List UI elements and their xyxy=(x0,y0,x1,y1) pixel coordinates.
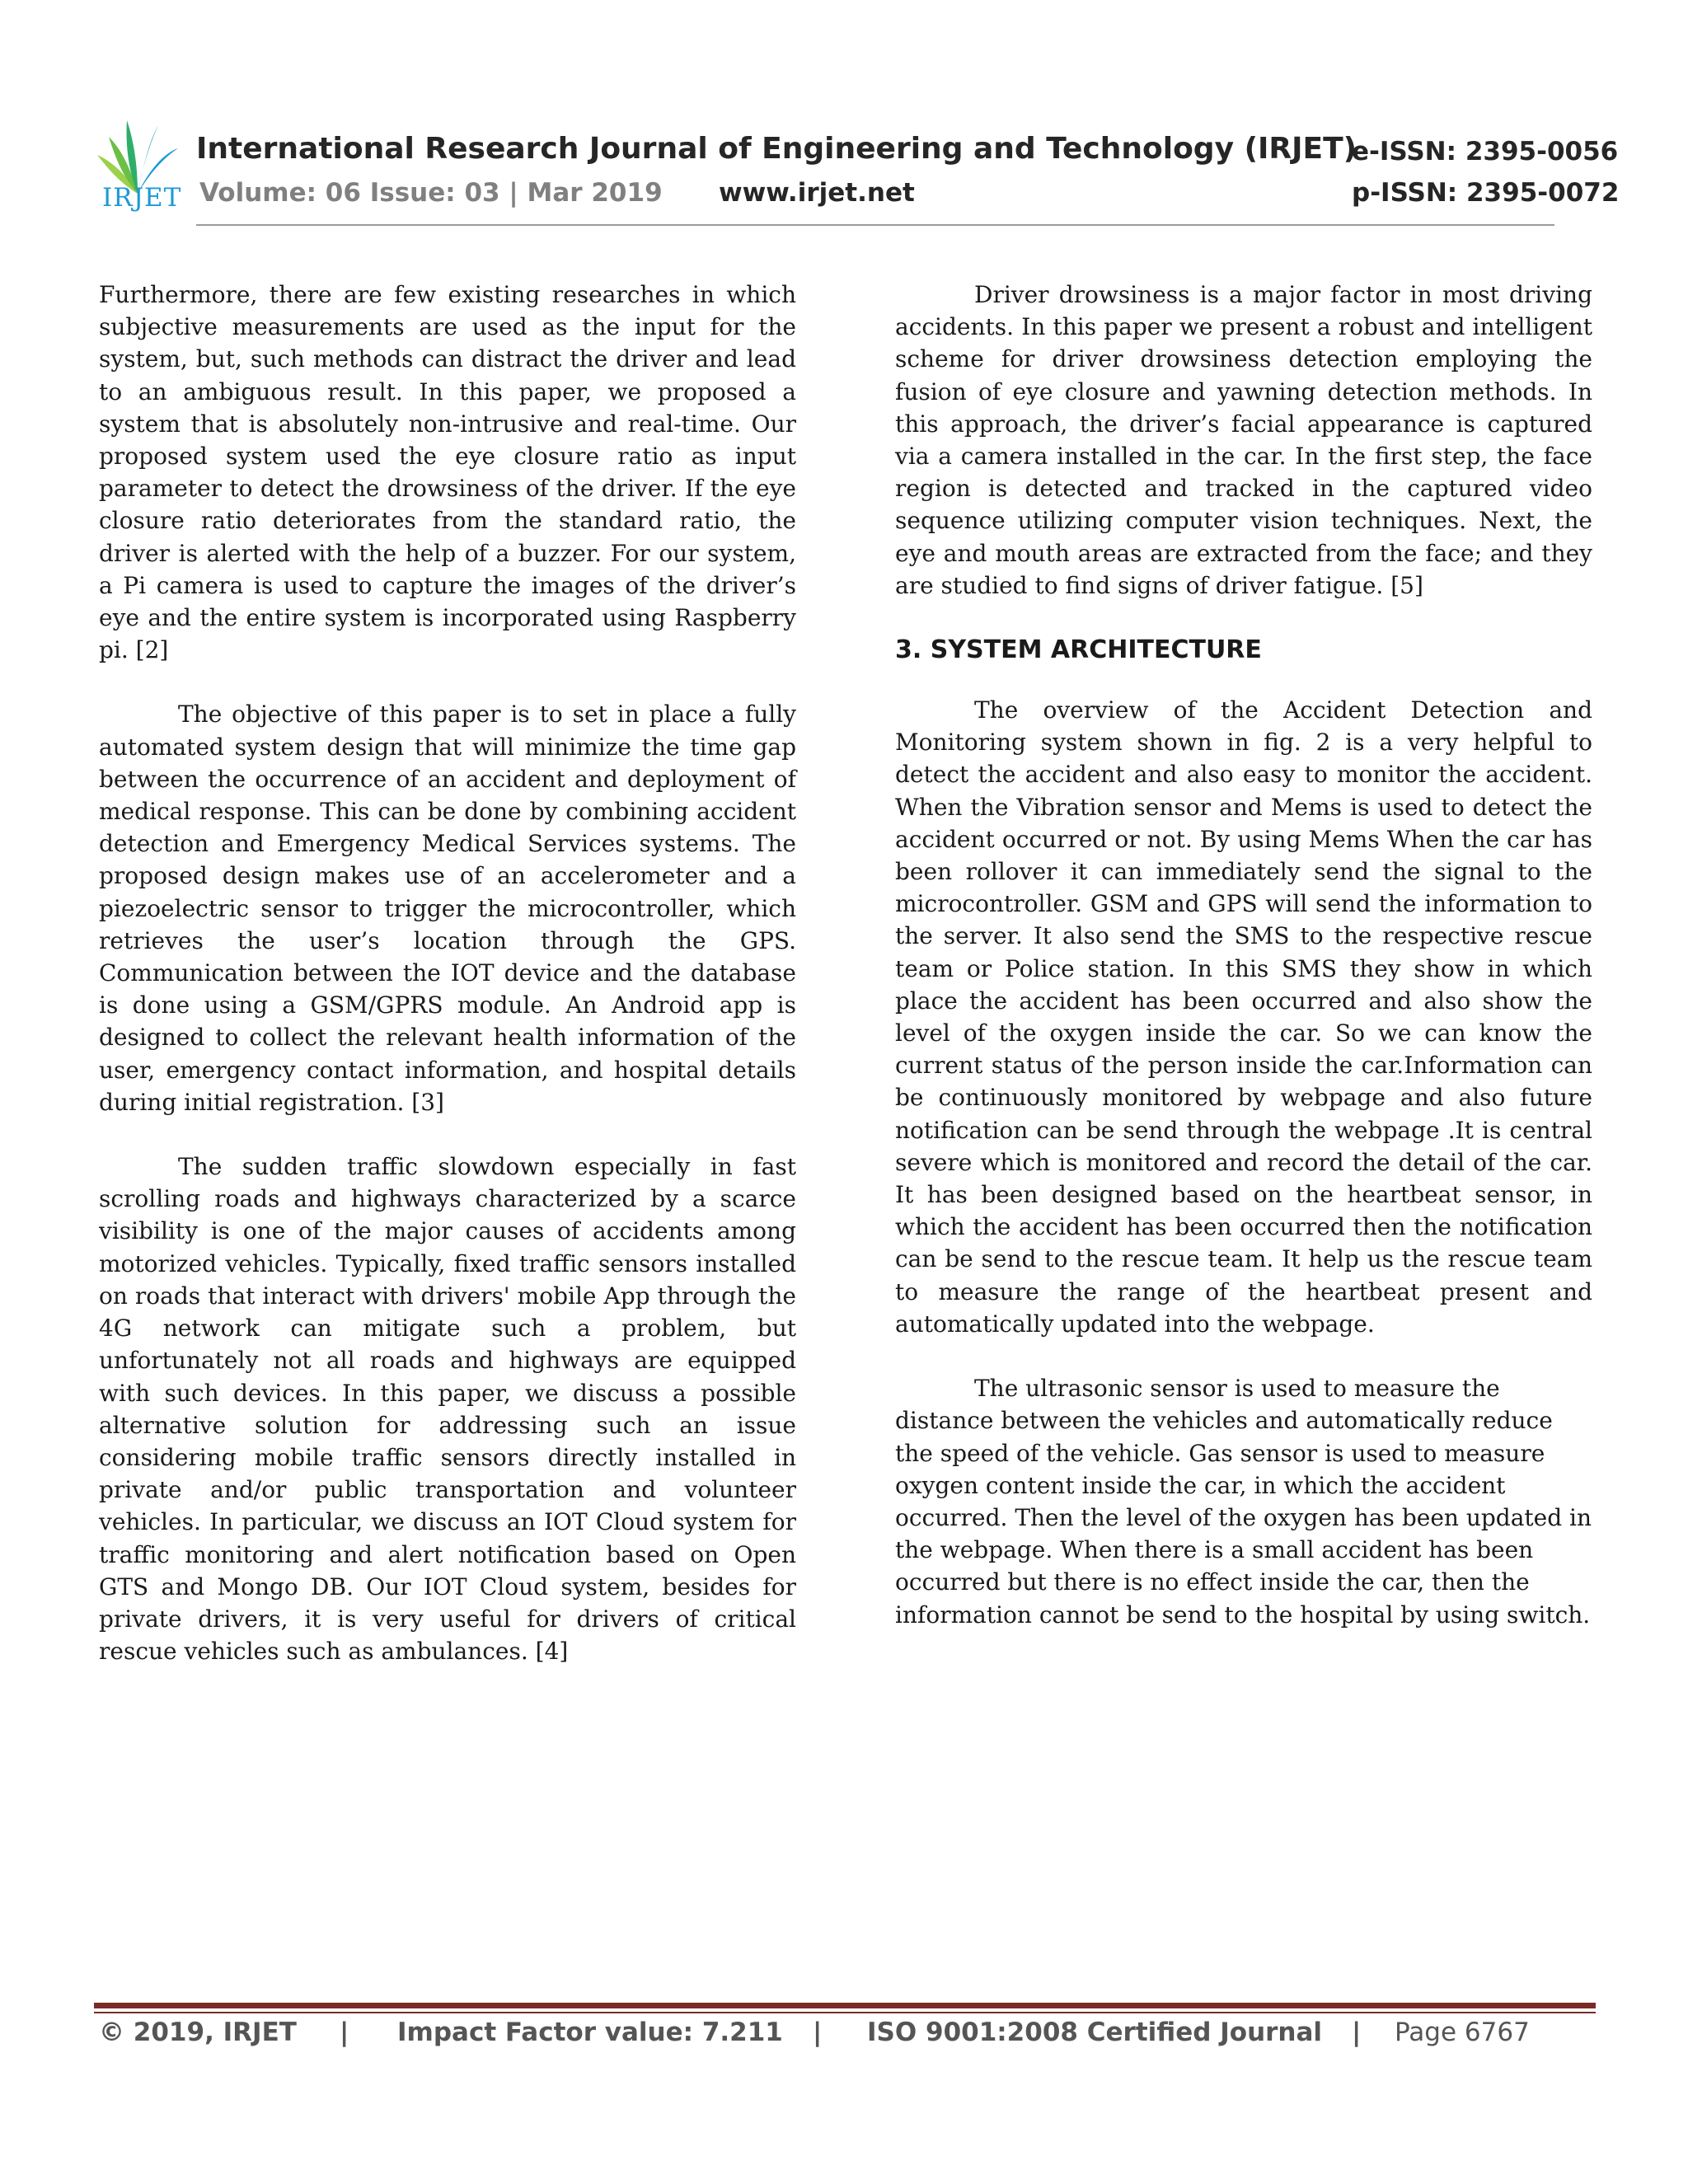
volume-issue: Volume: 06 Issue: 03 | Mar 2019 xyxy=(199,178,663,208)
website-link[interactable]: www.irjet.net xyxy=(719,178,915,208)
left-column xyxy=(99,279,796,1699)
footer-iso: ISO 9001:2008 Certified Journal xyxy=(867,2018,1323,2047)
paragraph-emergency-system: The objective of this paper is to set in place a fully automated system design that will minimize the time gap between the occurrence of an accident and deployment of medical response. This can be done by combining accident detection and Emergency Medical Services systems. The proposed design makes use of an accelerometer and a piezoelectric sensor to trigger the microcontroller, which retrieves the user’s location through the GPS. Communication between the IOT device and the database is done using a GSM/GPRS module. An Android app is designed to collect the relevant health information of the user, emergency contact information, and hospital details during initial registration. [3] xyxy=(99,701,796,1116)
footer-divider-thick xyxy=(94,2003,1596,2008)
logo-text: IRJET xyxy=(102,183,182,213)
p-issn: p-ISSN: 2395-0072 xyxy=(1352,178,1620,208)
page-footer xyxy=(99,2018,1582,2057)
journal-title: International Research Journal of Engineering and Technology (IRJET) xyxy=(196,132,1357,166)
paragraph-ultrasonic: The ultrasonic sensor is used to measure the distance between the vehicles and automatically reduce the speed of the vehicle. Gas sensor is used to measure oxygen content inside the car, in which the accident occurred. Then the level of the oxygen has been updated in the webpage. When there is a small accident has been occurred but there is no effect inside the car, then the information cannot be send to the hospital by using switch. xyxy=(895,1375,1592,1629)
footer-copyright: © 2019, IRJET xyxy=(99,2018,297,2047)
paragraph-architecture: The overview of the Accident Detection and Monitoring system shown in fig. 2 is a very helpful to detect the accident and also easy to monitor the accident. When the Vibration sensor and Mems is used to detect the accident occurred or not. By using Mems When the car has been rollover it can immediately send the signal to the microcontroller. GSM and GPS will send the information to the server. It also send the SMS to the respective rescue team or Police station. In this SMS they show in which place the accident has been occurred and also show the level of the oxygen inside the car. So we can know the current status of the person inside the car.Information can be continuously monitored by webpage and also future notification can be send through the webpage .It is central severe which is monitored and record the detail of the car. It has been designed based on the heartbeat sensor, in which the accident has been occurred then the notification can be send to the rescue team. It help us the rescue team to measure the range of the heartbeat present and automatically updated into the webpage. xyxy=(895,696,1592,1338)
header-divider xyxy=(196,224,1554,226)
footer-divider-thin xyxy=(94,2012,1596,2013)
footer-separator: | xyxy=(1352,2018,1362,2047)
footer-separator: | xyxy=(813,2018,823,2047)
e-issn: e-ISSN: 2395-0056 xyxy=(1352,137,1619,166)
paragraph-traffic-cloud: The sudden traffic slowdown especially in fast scrolling roads and highways characterized by a scarce visibility is one of the major causes of accidents among motorized vehicles. Typically, fixed traffic sensors installed on roads that interact with drivers' mobile App through the 4G network can mitigate such a problem, but unfortunately not all roads and highways are equipped with such devices. In this paper, we discuss a possible alternative solution for addressing such an issue considering mobile traffic sensors directly installed in private and/or public transportation and volunteer vehicles. In particular, we discuss an IOT Cloud system for traffic monitoring and alert notification based on Open GTS and Mongo DB. Our IOT Cloud system, besides for private drivers, it is very useful for drivers of critical rescue vehicles such as ambulances. [4] xyxy=(99,1153,796,1666)
paragraph-drowsiness: Driver drowsiness is a major factor in most driving accidents. In this paper we present a robust and intelligent scheme for driver drowsiness detection employing the fusion of eye closure and yawning detection methods. In this approach, the driver’s facial appearance is captured via a camera installed in the car. In the first step, the face region is detected and tracked in the captured video sequence utilizing computer vision techniques. Next, the eye and mouth areas are extracted from the face; and they are studied to find signs of driver fatigue. [5] xyxy=(895,281,1592,599)
footer-page-number: Page 6767 xyxy=(1395,2018,1530,2047)
right-column xyxy=(895,279,1592,1663)
paragraph-eye-closure: Furthermore, there are few existing researches in which subjective measurements are used as the input for the system, but, such methods can distract the driver and lead to an ambiguous result. In this paper, we proposed a system that is absolutely non-intrusive and real-time. Our proposed system used the eye closure ratio as input parameter to detect the drowsiness of the driver. If the eye closure ratio deteriorates from the standard ratio, the driver is alerted with the help of a buzzer. For our system, a Pi camera is used to capture the images of the driver’s eye and the entire system is incorporated using Raspberry pi. [2] xyxy=(99,281,796,664)
page-header xyxy=(0,0,1688,239)
footer-separator: | xyxy=(340,2018,349,2047)
section-heading-system-architecture: 3. SYSTEM ARCHITECTURE xyxy=(895,635,1262,665)
footer-impact-factor: Impact Factor value: 7.211 xyxy=(397,2018,783,2047)
